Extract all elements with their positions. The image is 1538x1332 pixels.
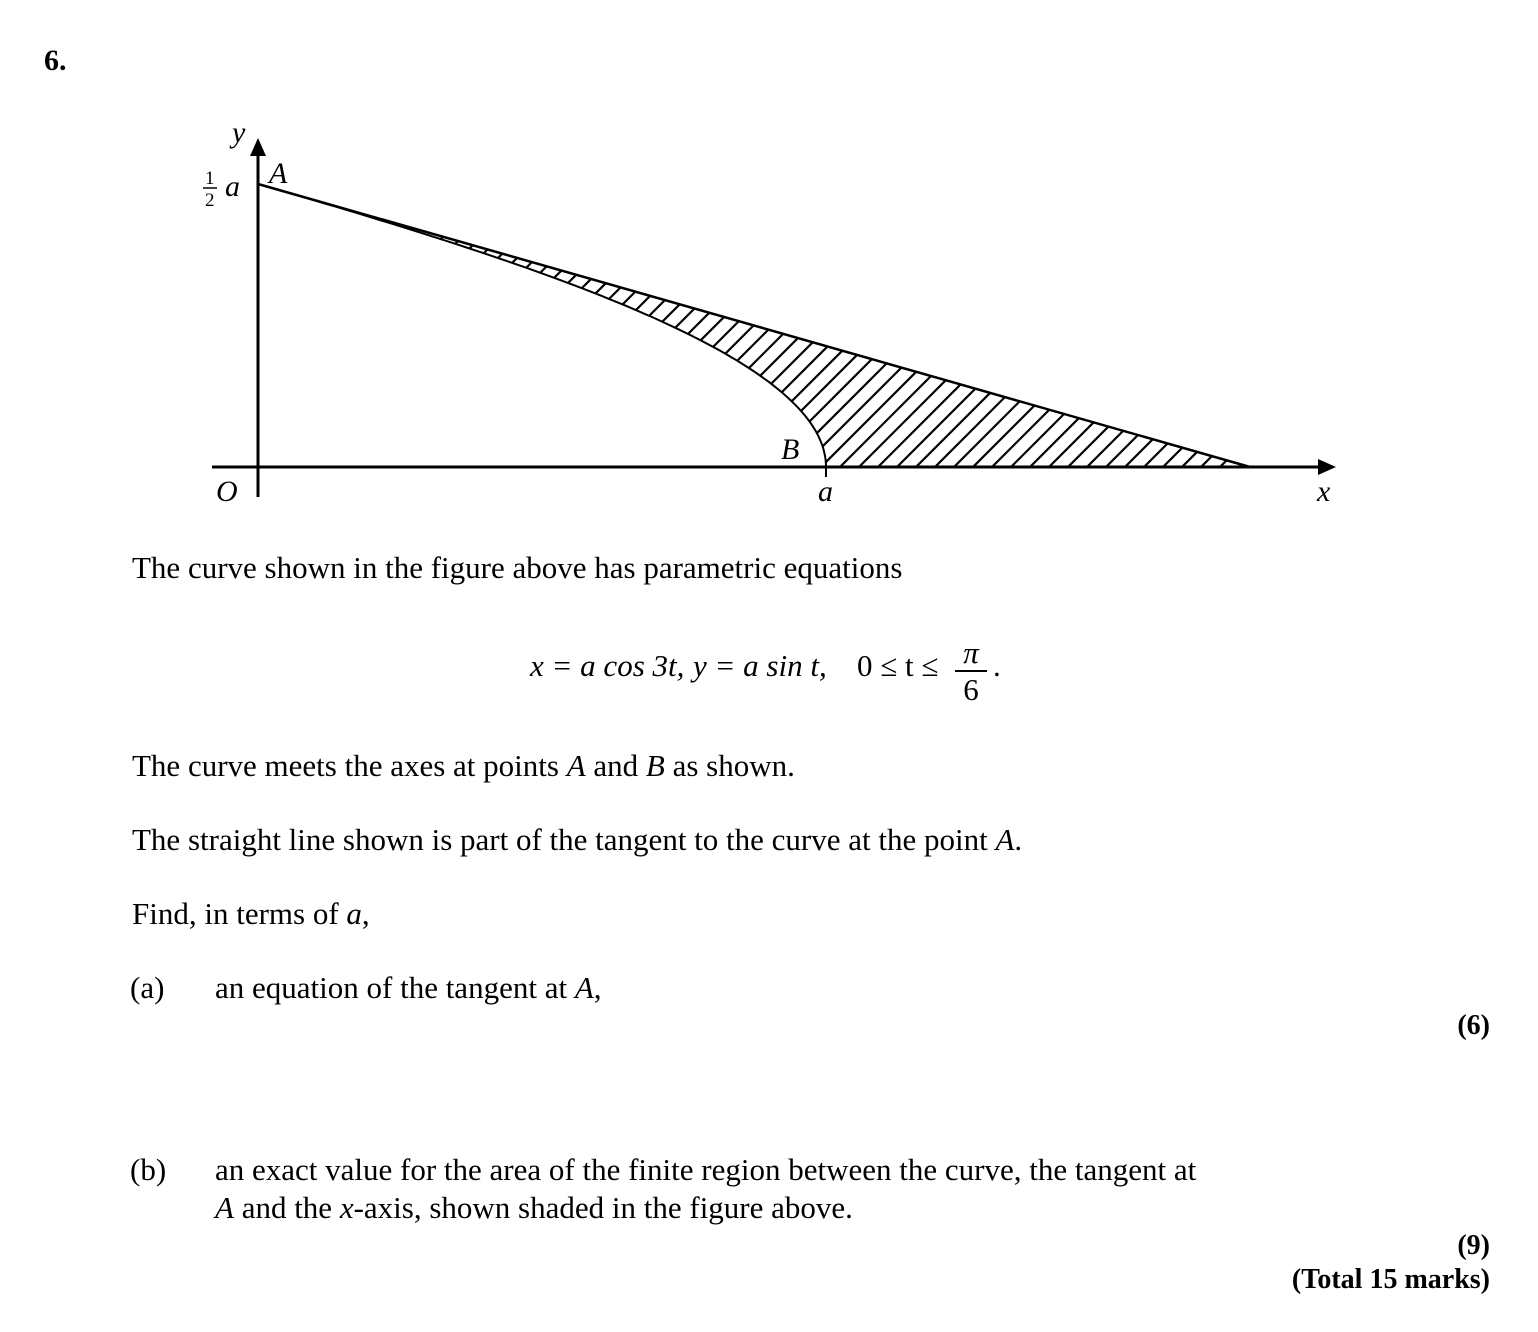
hatch-line: [314, 180, 614, 480]
part-a-label: (a): [130, 970, 165, 1005]
pi-over-six: [955, 636, 987, 708]
part-b-label: (b): [130, 1152, 167, 1187]
meets-1: The curve meets the axes at points: [132, 748, 567, 783]
tangent-A: A: [995, 822, 1015, 857]
hatch-line: [561, 180, 861, 480]
find-text: [132, 896, 370, 932]
hatch-line: [1359, 180, 1538, 480]
hatch-line: [409, 180, 709, 480]
hatch-line: [447, 180, 747, 480]
hatch-line: [276, 180, 576, 480]
half-denominator: 2: [205, 190, 215, 211]
hatch-line: [960, 180, 1260, 480]
hatch-line: [1302, 180, 1538, 480]
hatch-line: [922, 180, 1222, 480]
hatch-line: [238, 180, 538, 480]
part-a-1: an equation of the tangent at: [215, 970, 575, 1005]
meets-and: and: [585, 748, 646, 783]
hatch-line: [1264, 180, 1538, 480]
hatch-line: [428, 180, 728, 480]
hatch-line: [466, 180, 766, 480]
intro-text: The curve shown in the figure above has parametric equations: [132, 550, 903, 585]
total-marks: (Total 15 marks): [1291, 1264, 1490, 1295]
hatch-line: [1321, 180, 1538, 480]
hatch-line: [941, 180, 1241, 480]
eq-dot: .: [993, 648, 1001, 683]
hatch-line: [1055, 180, 1355, 480]
hatch-line: [1245, 180, 1538, 480]
eq-x: x = a cos 3t,: [530, 648, 685, 683]
find-a: a: [346, 896, 362, 931]
meets-text: [132, 748, 795, 784]
hatch-line: [1435, 180, 1538, 480]
hatch-line: [1169, 180, 1469, 480]
meets-B: B: [645, 748, 665, 783]
part-a-2: ,: [593, 970, 602, 1005]
find-1: Find, in terms of: [132, 896, 347, 931]
question-number: 6.: [44, 44, 67, 77]
hatch-line: [257, 180, 557, 480]
hatch-line: [1188, 180, 1488, 480]
hatch-line: [295, 180, 595, 480]
point-b-label: B: [781, 433, 800, 466]
find-2: ,: [361, 896, 370, 931]
part-a-marks: (6): [1457, 1010, 1490, 1041]
eq-six: 6: [963, 672, 979, 707]
hatch-line: [1492, 180, 1538, 480]
hatch-line: [1036, 180, 1336, 480]
part-b-marks: (9): [1457, 1230, 1490, 1261]
eq-pi: π: [963, 635, 979, 670]
hatch-line: [1074, 180, 1374, 480]
hatch-line: [523, 180, 823, 480]
hatch-line: [390, 180, 690, 480]
hatch-line: [1378, 180, 1538, 480]
part-b-x: x: [339, 1190, 354, 1225]
tangent-1: The straight line shown is part of the tangent to the curve at the point: [132, 822, 996, 857]
y-axis-label: y: [232, 116, 246, 149]
hatch-line: [1131, 180, 1431, 480]
tangent-line: [258, 184, 1250, 467]
x-axis-arrow: [1318, 459, 1336, 475]
half-numerator: 1: [205, 168, 215, 189]
hatch-line: [333, 180, 633, 480]
hatch-line: [485, 180, 785, 480]
hatch-line: [1397, 180, 1538, 480]
meets-A: A: [566, 748, 586, 783]
eq-range: 0 ≤ t ≤: [857, 648, 939, 683]
hatch-line: [1454, 180, 1538, 480]
meets-2: as shown.: [664, 748, 795, 783]
x-axis-label: x: [1317, 475, 1331, 508]
hatch-line: [219, 180, 519, 480]
hatch-line: [1017, 180, 1317, 480]
x-a-label: a: [818, 475, 833, 508]
hatch-line: [903, 180, 1203, 480]
hatch-line: [1283, 180, 1538, 480]
y-a-label: a: [225, 170, 240, 203]
hatch-line: [1473, 180, 1538, 480]
part-a-text: [215, 970, 602, 1006]
point-a-label: A: [269, 157, 288, 190]
part-b-line1: an exact value for the area of the finite region between the curve, the tangent at: [215, 1152, 1197, 1187]
hatch-line: [998, 180, 1298, 480]
part-b-A: A: [215, 1190, 234, 1225]
y-axis-arrow: [250, 138, 266, 156]
hatch-line: [504, 180, 804, 480]
part-b-2a: and the: [233, 1190, 340, 1225]
hatch-line: [1416, 180, 1538, 480]
hatch-line: [1226, 180, 1526, 480]
hatch-line: [371, 180, 671, 480]
eq-y: y = a sin t,: [693, 648, 827, 683]
hatch-line: [200, 180, 500, 480]
hatch-line: [979, 180, 1279, 480]
tangent-text: [132, 822, 1022, 858]
hatch-line: [1207, 180, 1507, 480]
curve: [258, 184, 826, 467]
part-b-line2: [215, 1190, 853, 1226]
hatch-line: [1150, 180, 1450, 480]
figure: [0, 0, 1538, 540]
part-a-A: A: [574, 970, 594, 1005]
origin-label: O: [216, 475, 238, 508]
hatch-line: [1340, 180, 1538, 480]
hatch-line: [1112, 180, 1412, 480]
part-b-2b: -axis, shown shaded in the figure above.: [353, 1190, 853, 1225]
tangent-2: .: [1014, 822, 1023, 857]
hatch-line: [1511, 180, 1538, 480]
